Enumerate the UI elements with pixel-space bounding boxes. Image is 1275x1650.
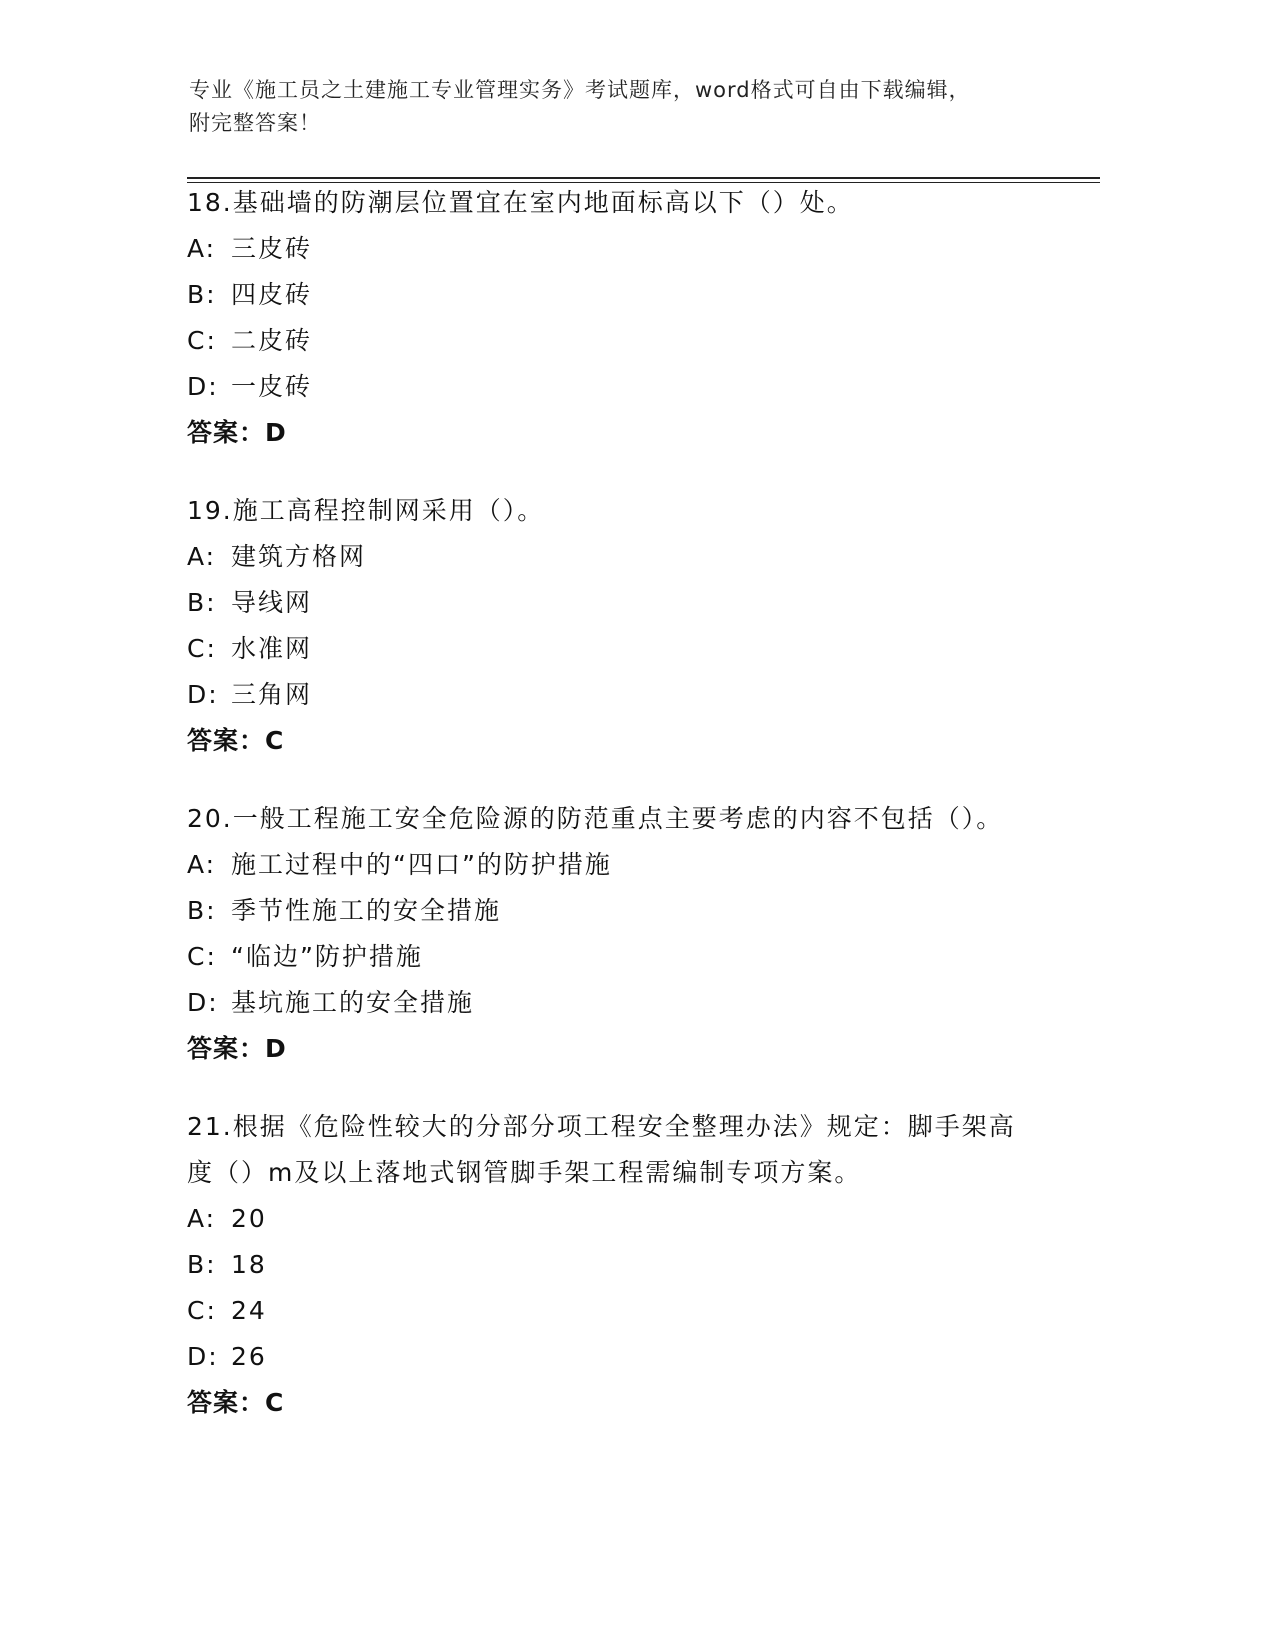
option-letter: D: [187,680,219,709]
option-text: 水准网 [231,634,313,663]
option-text: 18 [231,1250,267,1279]
header-line: 附完整答案！ [189,111,321,135]
option-text: 一皮砖 [231,372,313,401]
option-c [187,318,1087,364]
option-letter: B: [187,896,217,925]
option-text: 施工过程中的“四口”的防护措施 [231,850,612,879]
option-text: 建筑方格网 [231,542,367,571]
question-stem: 19.施工高程控制网采用（）。 [187,496,545,525]
question-stem-continued: 度（）m及以上落地式钢管脚手架工程需编制专项方案。 [187,1158,862,1187]
option-letter: C: [187,634,217,663]
option-letter: A: [187,234,217,263]
question-stem: 18.基础墙的防潮层位置宜在室内地面标高以下（）处。 [187,188,854,217]
option-letter: D: [187,372,219,401]
question-block [187,1104,1087,1426]
option-text: 20 [231,1204,267,1233]
option-letter: C: [187,1296,217,1325]
option-text: 24 [231,1296,267,1325]
question-block [187,488,1087,764]
option-text: 三皮砖 [231,234,313,263]
header-divider [187,177,1100,179]
answer-line: 答案：D [187,418,287,447]
option-c [187,934,1087,980]
question-stem: 21.根据《危险性较大的分部分项工程安全整理办法》规定：脚手架高 [187,1112,1016,1141]
question-stem: 20.一般工程施工安全危险源的防范重点主要考虑的内容不包括（）。 [187,804,1004,833]
option-letter: A: [187,542,217,571]
question-block [187,796,1087,1072]
question-block [187,180,1087,456]
option-b [187,272,1087,318]
option-letter: D: [187,1342,219,1371]
option-text: 26 [231,1342,267,1371]
option-b [187,580,1087,626]
option-a [187,226,1087,272]
option-a [187,842,1087,888]
option-b [187,888,1087,934]
option-b [187,1242,1087,1288]
option-letter: B: [187,1250,217,1279]
option-text: 三角网 [231,680,313,709]
option-d [187,364,1087,410]
option-text: “临边”防护措施 [231,942,423,971]
option-letter: C: [187,326,217,355]
option-d [187,980,1087,1026]
option-text: 导线网 [231,588,313,617]
option-letter: C: [187,942,217,971]
option-text: 基坑施工的安全措施 [231,988,475,1017]
option-text: 二皮砖 [231,326,313,355]
option-a [187,534,1087,580]
option-text: 季节性施工的安全措施 [231,896,502,925]
answer-line: 答案：C [187,1388,285,1417]
option-letter: A: [187,850,217,879]
option-letter: B: [187,280,217,309]
document-header [189,74,1089,140]
option-d [187,672,1087,718]
option-c [187,1288,1087,1334]
option-a [187,1196,1087,1242]
option-d [187,1334,1087,1380]
answer-line: 答案：C [187,726,285,755]
option-c [187,626,1087,672]
option-text: 四皮砖 [231,280,313,309]
option-letter: D: [187,988,219,1017]
option-letter: A: [187,1204,217,1233]
answer-line: 答案：D [187,1034,287,1063]
option-letter: B: [187,588,217,617]
header-line: 专业《施工员之土建施工专业管理实务》考试题库，word格式可自由下载编辑， [189,78,971,102]
